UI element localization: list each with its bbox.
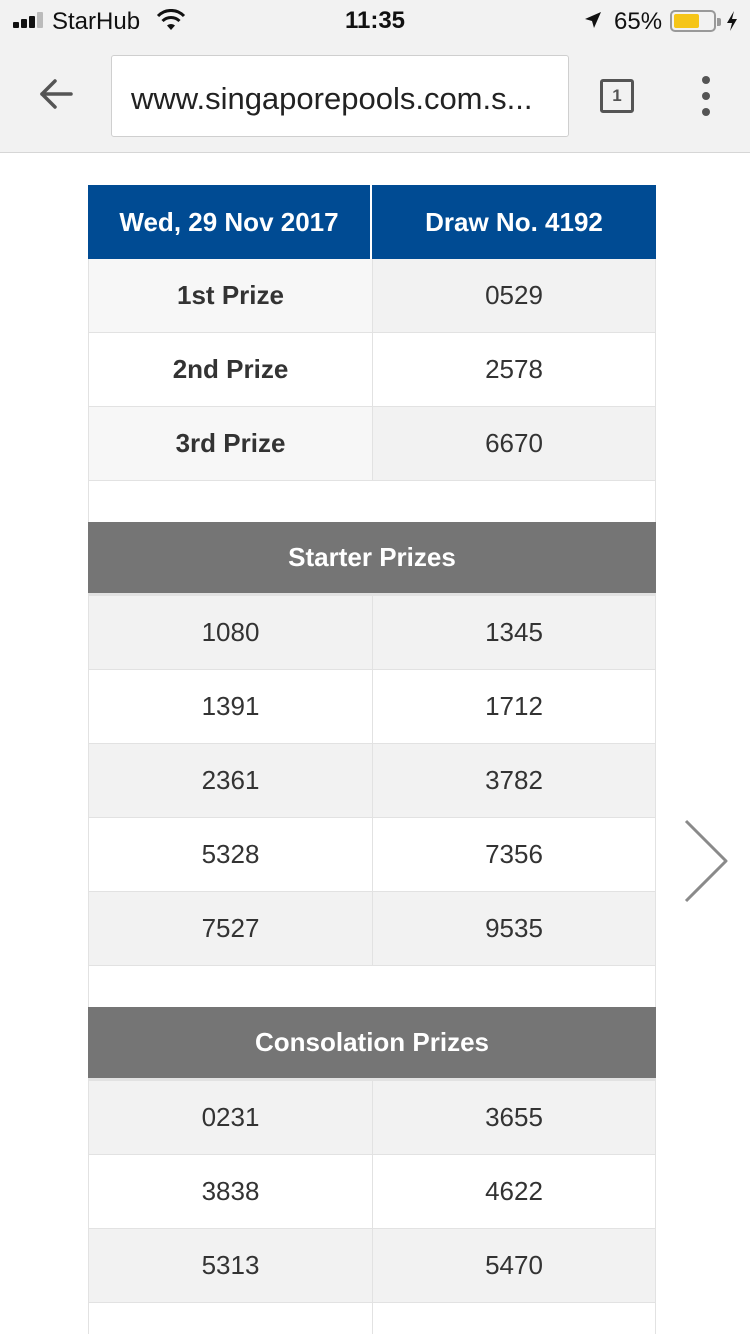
browser-toolbar [0,40,750,153]
prize-row-2nd [88,333,656,407]
starter-prizes-header: Starter Prizes [88,522,656,596]
table-row [88,1081,656,1155]
starter-number: 7356 [372,818,656,891]
prize-number: 6670 [372,407,656,480]
table-row [88,892,656,966]
starter-number: 1391 [88,670,372,743]
location-arrow-icon [583,10,603,30]
status-bar [0,0,750,40]
chevron-right-icon[interactable] [682,818,730,904]
starter-number: 7527 [88,892,372,965]
more-vertical-icon[interactable] [694,76,718,116]
results-table [88,185,656,1334]
starter-number: 1080 [88,596,372,669]
spacer [88,966,656,1007]
carrier-name: StarHub [52,8,141,35]
back-button[interactable] [34,72,78,116]
clock: 11:35 [344,7,406,34]
draw-header [88,185,656,259]
tab-count: 1 [612,86,622,105]
prize-number: 2578 [372,333,656,406]
starter-number: 5328 [88,818,372,891]
consolation-number: 3655 [372,1081,656,1154]
battery-percent: 65% [614,8,663,35]
consolation-number: 5313 [88,1229,372,1302]
table-row [88,670,656,744]
consolation-number [88,1303,372,1334]
starter-number: 3782 [372,744,656,817]
prize-label: 2nd Prize [88,333,372,406]
prize-number: 0529 [372,259,656,332]
consolation-number: 3838 [88,1155,372,1228]
tabs-button[interactable] [600,79,634,113]
starter-number: 9535 [372,892,656,965]
starter-number: 1345 [372,596,656,669]
consolation-number: 5470 [372,1229,656,1302]
prize-label: 3rd Prize [88,407,372,480]
table-row [88,1155,656,1229]
consolation-number: 0231 [88,1081,372,1154]
spacer [88,481,656,522]
table-row [88,1229,656,1303]
table-row [88,1303,656,1334]
prize-row-1st [88,259,656,333]
table-row [88,744,656,818]
table-row [88,818,656,892]
charging-bolt-icon [725,10,739,32]
draw-number: Draw No. 4192 [372,185,656,259]
consolation-number [372,1303,656,1334]
consolation-number: 4622 [372,1155,656,1228]
table-row [88,596,656,670]
prize-label: 1st Prize [88,259,372,332]
starter-number: 1712 [372,670,656,743]
consolation-prizes-header: Consolation Prizes [88,1007,656,1081]
draw-date: Wed, 29 Nov 2017 [88,185,372,259]
url-text: www.singaporepools.com.s... [131,81,533,116]
address-bar[interactable] [111,55,569,137]
prize-row-3rd [88,407,656,481]
back-arrow-icon [38,78,74,110]
battery-icon [670,10,716,32]
starter-number: 2361 [88,744,372,817]
